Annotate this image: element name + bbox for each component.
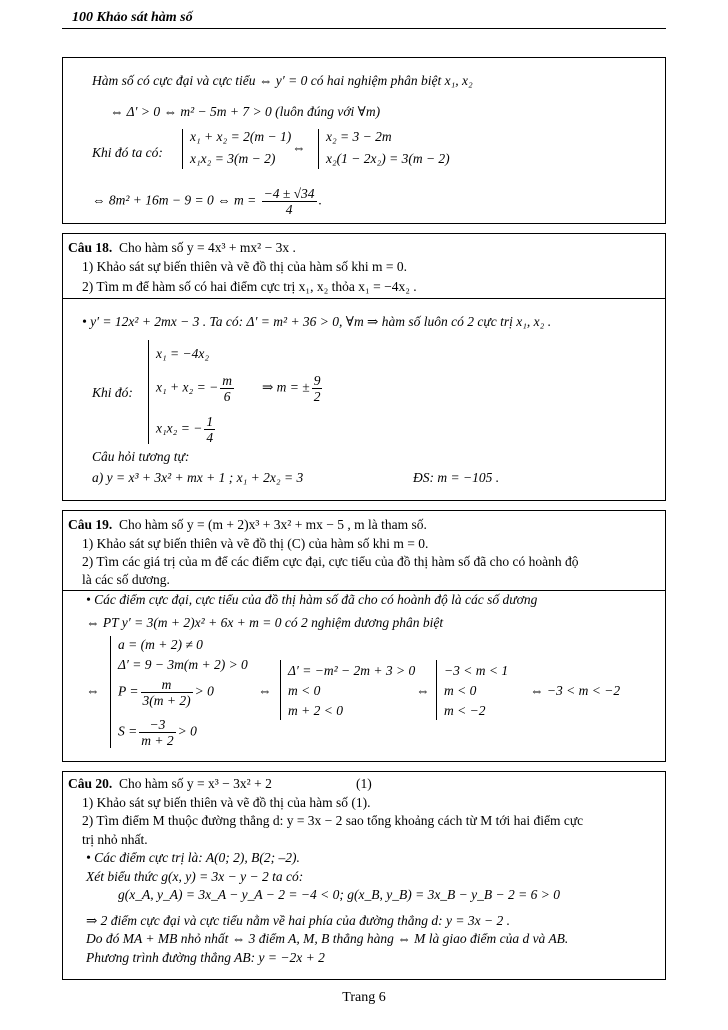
q19-eq1: ⇔ (86, 683, 100, 698)
intro-frac-num: −4 ± √34 (263, 186, 315, 201)
intro-line-2: ⇔ Δ′ > 0 ⇔ m² − 5m + 7 > 0 (luôn đúng với ∀m) (110, 104, 381, 119)
q20-sol-2: Xét biểu thức g(x, y) = 3x − y − 2 ta có: (86, 869, 304, 884)
q20-part1: 1) Khảo sát sự biến thiên và vẽ đồ thị của hàm số (1). (82, 795, 371, 810)
q19-title: Câu 19. (68, 517, 113, 532)
q19-e-b: m < 0 (444, 683, 477, 698)
q18-res-num: 9 (313, 373, 321, 388)
q19-cond-p-tail: > 0 (194, 683, 214, 699)
q18-statement (68, 239, 296, 256)
intro-eq: ⇔ 8m² + 16m − 9 = 0 ⇔ m = (92, 192, 257, 208)
q18-sys-b-den: 6 (223, 389, 231, 404)
q19-cond-s-lhs: S = (118, 723, 138, 739)
q18-similar-a: a) y = x³ + 3x² + mx + 1 ; x₁ + 2x₂ = 3 (92, 470, 304, 485)
q18-similar-answer: ĐS: m = −105 . (413, 470, 500, 485)
page-footer: Trang 6 (342, 990, 386, 1005)
q18-divider (62, 298, 666, 299)
q18-res-lhs: ⇒ m = ± (262, 379, 310, 395)
q19-d-a: Δ′ = −m² − 2m + 3 > 0 (288, 663, 416, 678)
q18-sys-c-frac (204, 414, 215, 445)
q20-eq-number: (1) (356, 776, 372, 791)
q18-part1: 1) Khảo sát sự biến thiên và vẽ đồ thị của hàm số khi m = 0. (82, 259, 407, 274)
q18-title: Câu 18. (68, 240, 113, 255)
q19-cond-p-frac (141, 677, 193, 708)
q20-sol-3: g(x_A, y_A) = 3x_A − y_A − 2 = −4 < 0; g(x_B, y_B) = 3x_B − y_B − 2 = 6 > 0 (118, 887, 560, 902)
q18-sys-c-lhs: x₁x₂ = − (156, 420, 203, 436)
q18-sys-c-den: 4 (206, 430, 214, 445)
intro-label: Khi đó ta có: (92, 145, 163, 160)
q19-cond-s (118, 717, 197, 748)
brace-left-2 (318, 129, 319, 169)
q19-cond-s-num: −3 (139, 717, 175, 733)
q18-sys-b-num: m (222, 373, 232, 388)
q19-cond-s-den: m + 2 (141, 733, 174, 748)
intro-line-4: ⇔ 8m² + 16m − 9 = 0 ⇔ m = $\frac{-4 \pm √34}{4}$ . (92, 186, 322, 217)
q19-part1: 1) Khảo sát sự biến thiên và vẽ đồ thị (C) của hàm số khi m = 0. (82, 536, 429, 551)
q18-sys-b-lhs: x₁ + x₂ = − (156, 379, 219, 395)
q19-eq3: ⇔ (416, 683, 430, 698)
intro-sys2-a: x₂ = 3 − 2m (326, 129, 392, 144)
q18-sol-1: • y′ = 12x² + 2mx − 3 . Ta có: Δ′ = m² + 36 > 0, ∀m ⇒ hàm số luôn có 2 cực trị x₁, x₂ . (82, 314, 552, 329)
q19-brace-3 (436, 660, 437, 720)
q20-title: Câu 20. (68, 776, 113, 791)
q18-sys-c-num: 1 (206, 414, 214, 429)
q19-part3: là các số dương. (82, 572, 170, 587)
q19-e-c: m < −2 (444, 703, 486, 718)
q18-brace (148, 340, 149, 444)
q19-brace-1 (110, 636, 111, 748)
q18-res-den: 2 (313, 389, 321, 404)
header-rule (62, 28, 666, 29)
q19-stmt: Cho hàm số y = (m + 2)x³ + 3x² + mx − 5 , m là tham số. (119, 517, 427, 532)
q18-result (262, 373, 324, 404)
q20-sol-6: Phương trình đường thẳng AB: y = −2x + 2 (86, 950, 325, 965)
q20-stmt: Cho hàm số y = x³ − 3x² + 2 (119, 776, 272, 791)
q19-cond-p-num: m (141, 677, 193, 693)
q19-part2: 2) Tìm các giá trị của m để các điểm cực đại, cực tiểu của đồ thị hàm số đã cho có hoành độ (82, 554, 579, 569)
q18-res-frac (312, 373, 323, 404)
q18-sys-c (156, 414, 217, 445)
q19-e-a: −3 < m < 1 (444, 663, 509, 678)
q18-sys-label: Khi đó: (92, 385, 133, 400)
q19-cond-p-den: 3(m + 2) (142, 693, 191, 708)
intro-fraction (262, 186, 317, 217)
q20-part3: trị nhỏ nhất. (82, 832, 148, 847)
q18-sys-a: x₁ = −4x₂ (156, 346, 210, 361)
q19-cond-b: Δ′ = 9 − 3m(m + 2) > 0 (118, 657, 248, 672)
brace-left-1 (182, 129, 183, 169)
q20-sol-4: ⇒ 2 điểm cực đại và cực tiểu nằm về hai phía của đường thẳng d: y = 3x − 2 . (86, 913, 510, 928)
q19-statement (68, 516, 427, 533)
q19-d-c: m + 2 < 0 (288, 703, 343, 718)
page-header: 100 Khảo sát hàm số (72, 10, 193, 25)
q19-d-b: m < 0 (288, 683, 321, 698)
q18-sys-b-frac (220, 373, 234, 404)
q19-cond-a: a = (m + 2) ≠ 0 (118, 637, 203, 652)
q19-cond-s-frac (139, 717, 175, 748)
q19-cond-p-lhs: P = (118, 683, 139, 699)
intro-frac-den: 4 (285, 202, 293, 217)
q20-part2: 2) Tìm điểm M thuộc đường thẳng d: y = 3x − 2 sao tổng khoảng cách từ M tới hai điểm cực (82, 813, 584, 828)
intro-sys1-b: x₁x₂ = 3(m − 2) (190, 151, 276, 166)
q18-sys-b (156, 373, 236, 404)
q20-sol-5: Do đó MA + MB nhỏ nhất ⇔ 3 điểm A, M, B thẳng hàng ⇔ M là giao điểm của d và AB. (86, 931, 569, 946)
q19-cond-s-tail: > 0 (177, 723, 197, 739)
q18-stmt: Cho hàm số y = 4x³ + mx² − 3x . (119, 240, 296, 255)
intro-arrow: ⇔ (292, 140, 306, 155)
q18-part2: 2) Tìm m để hàm số có hai điểm cực trị x₁, x₂ thỏa x₁ = −4x₂ . (82, 279, 417, 294)
q19-sol-2: ⇔ PT y′ = 3(m + 2)x² + 6x + m = 0 có 2 nghiệm dương phân biệt (86, 615, 444, 630)
q19-cond-p (118, 677, 214, 708)
q19-sol-1: • Các điểm cực đại, cực tiểu của đồ thị hàm số đã cho có hoành độ là các số dương (86, 592, 538, 607)
intro-sys1-a: x₁ + x₂ = 2(m − 1) (190, 129, 292, 144)
q19-brace-2 (280, 660, 281, 720)
intro-sys2-b: x₂(1 − 2x₂) = 3(m − 2) (326, 151, 450, 166)
q20-sol-1: • Các điểm cực trị là: A(0; 2), B(2; –2). (86, 850, 300, 865)
q19-eq2: ⇔ (258, 683, 272, 698)
q20-statement (68, 775, 272, 792)
intro-line-1: Hàm số có cực đại và cực tiểu ⇔ y′ = 0 có hai nghiệm phân biệt x₁, x₂ (92, 73, 473, 88)
q18-similar-title: Câu hỏi tương tự: (92, 449, 190, 464)
q19-final: ⇔ −3 < m < −2 (530, 683, 621, 698)
